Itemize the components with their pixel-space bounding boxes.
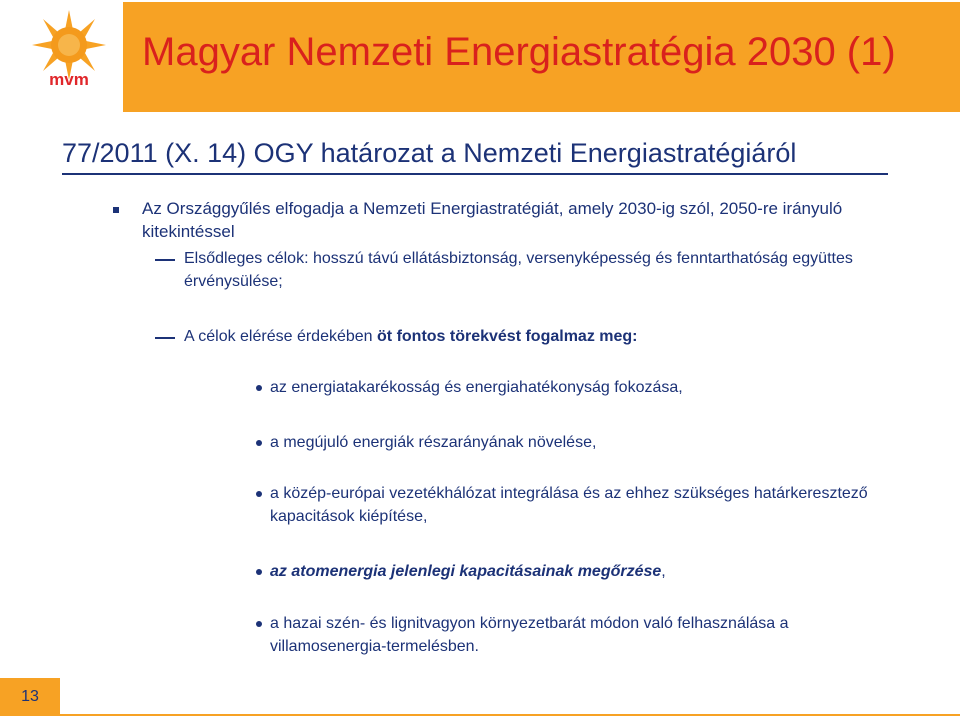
sub-bullet-aims-prefix: A célok elérése érdekében [184,328,378,345]
mvm-logo [28,8,110,100]
list-item [270,560,910,583]
dash-bullet-icon [155,337,175,339]
slide-subtitle: 77/2011 (X. 14) OGY határozat a Nemzeti Energiastratégiáról [62,138,888,175]
list-item-suffix: , [661,563,666,580]
list-item: a közép-európai vezetékhálózat integrálása és az ehhez szükséges határkeresztező kapacitások kiépítése, [270,485,868,525]
main-bullet-text: Az Országgyűlés elfogadja a Nemzeti Energiastratégiát, amely 2030-ig szól, 2050-re irányuló kitekintéssel [142,199,843,241]
list-item: a hazai szén- és lignitvagyon környezetbarát módon való felhasználása a villamosenergia-termelésben. [270,615,789,655]
page-number: 13 [0,678,60,716]
list-item: az energiatakarékosság és energiahatékonyság fokozása, [270,379,683,396]
list-item: a megújuló energiák részarányának növelése, [270,434,597,451]
dot-bullet-icon [256,491,262,497]
dot-bullet-icon [256,621,262,627]
slide-title: Magyar Nemzeti Energiastratégia 2030 (1) [142,30,896,74]
dot-bullet-icon [256,569,262,575]
dot-bullet-icon [256,440,262,446]
logo-text: mvm [49,70,89,89]
sub-bullet-goals: Elsődleges célok: hosszú távú ellátásbiztonság, versenyképesség és fenntarthatóság együttes érvénysülése; [184,250,853,290]
sub-bullet-aims [184,325,904,348]
sub-bullet-aims-bold: öt fontos törekvést fogalmaz meg: [377,328,638,345]
dash-bullet-icon [155,259,175,261]
list-item-emphasis: az atomenergia jelenlegi kapacitásainak megőrzése [270,563,662,580]
dot-bullet-icon [256,385,262,391]
square-bullet-icon [113,207,119,213]
